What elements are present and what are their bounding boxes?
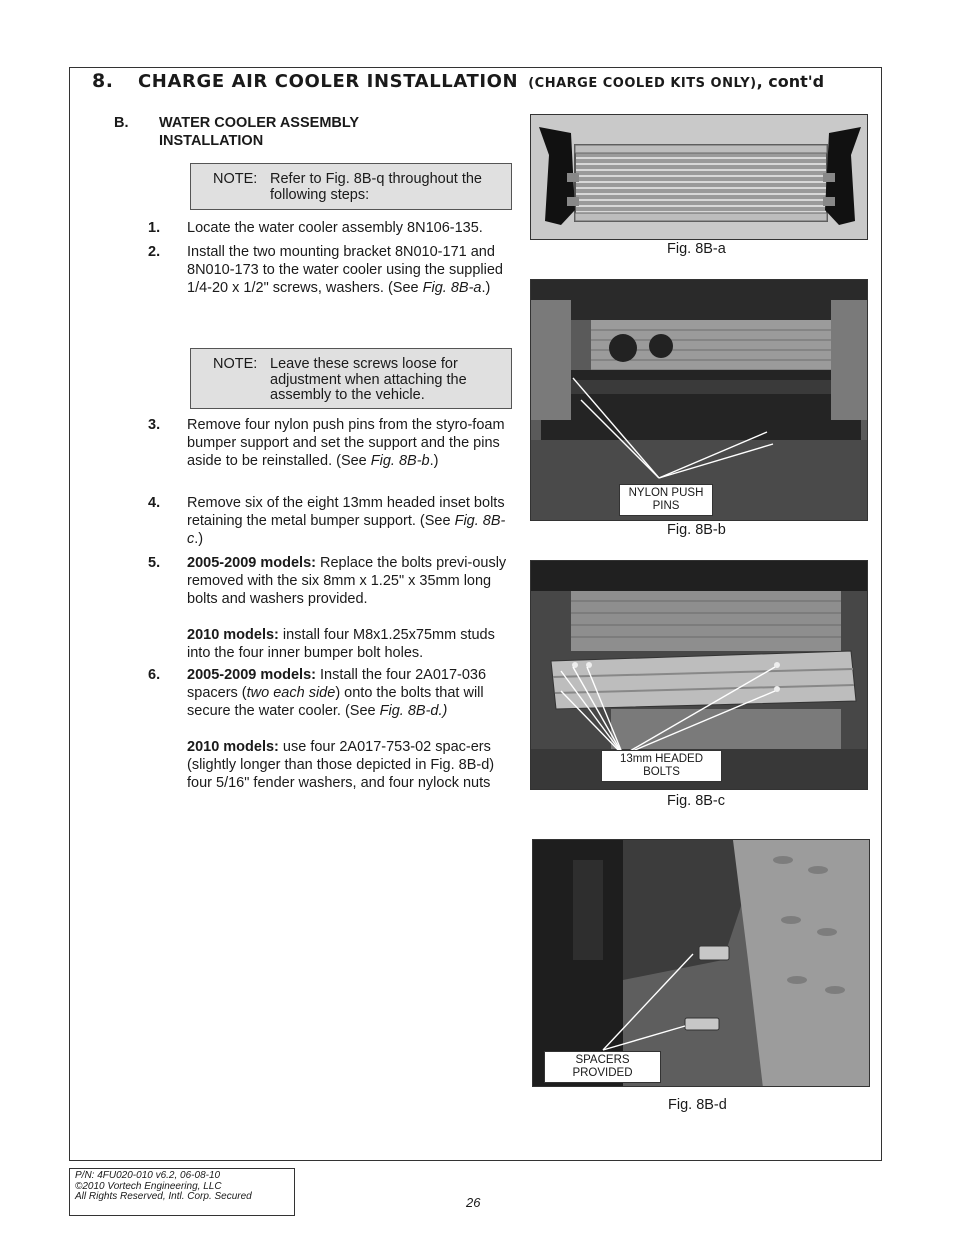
step-text: Install the two mounting bracket 8N010-171 and 8N010-173 to the water cooler using the supplied 1/4-20 x 1/2" screws, washers. (See Fig. 8B-a.) xyxy=(187,244,503,296)
figure-caption: Fig. 8B-d xyxy=(668,1097,727,1113)
note-text: Refer to Fig. 8B-q throughout the following steps: xyxy=(270,171,482,203)
model-label: 2010 models: xyxy=(187,627,279,643)
section-title: CHARGE AIR COOLER INSTALLATION xyxy=(138,71,519,92)
figure-8b-a-photo xyxy=(530,114,868,240)
step-1 xyxy=(148,219,510,237)
step-number: 5. xyxy=(148,555,161,571)
note-box xyxy=(190,348,512,409)
footer-info-box xyxy=(69,1168,295,1216)
continued-label: , cont'd xyxy=(756,72,825,91)
figure-caption: Fig. 8B-a xyxy=(667,241,726,257)
note-text: Leave these screws loose for adjustment when attaching the assembly to the vehicle. xyxy=(270,356,467,403)
callout-nylon-push-pins: NYLON PUSH PINS xyxy=(619,484,713,516)
page-number: 26 xyxy=(466,1195,481,1210)
section-qualifier: (CHARGE COOLED KITS ONLY) xyxy=(528,76,757,91)
model-label: 2005-2009 models: xyxy=(187,555,316,571)
figure-reference: Fig. 8B-b xyxy=(370,453,430,469)
step-text: Locate the water cooler assembly 8N106-135. xyxy=(187,220,483,236)
section-number: 8. xyxy=(92,70,114,92)
step-text: 2005-2009 models: Install the four 2A017-036 spacers (two each side) onto the bolts that will secure the water cooler. (See Fig. 8B-d.) 2010 models: use four 2A017-753-02 spac-ers (slightly longer than those depicted in Fig. 8B-d) four 5/16" fender washers, and four nylock nuts xyxy=(187,667,495,791)
step-number: 4. xyxy=(148,495,161,511)
copyright-line: ©2010 Vortech Engineering, LLC xyxy=(75,1180,222,1192)
step-text: 2005-2009 models: Replace the bolts previ-ously removed with the six 8mm x 1.25" x 35mm long bolts and washers provided. 2010 models: install four M8x1.25x75mm studs into the four inner bumper bolt holes. xyxy=(187,555,507,661)
figure-caption: Fig. 8B-c xyxy=(667,793,726,809)
step-number: 2. xyxy=(148,244,161,260)
note-label: NOTE: xyxy=(213,171,258,187)
part-number: P/N: 4FU020-010 v6.2, 06-08-10 xyxy=(75,1170,221,1181)
model-label: 2005-2009 models: xyxy=(187,667,316,683)
model-label: 2010 models: xyxy=(187,739,279,755)
rights-line: All Rights Reserved, Intl. Corp. Secured xyxy=(75,1191,252,1202)
note-box xyxy=(190,163,512,210)
step-5 xyxy=(148,554,510,662)
step-number: 3. xyxy=(148,417,161,433)
step-text: Remove four nylon push pins from the styro-foam bumper support and set the support and the pins aside to be reinstalled. (See Fig. 8B-b.) xyxy=(187,417,505,469)
subsection-letter: B. xyxy=(114,115,129,131)
figure-reference: Fig. 8B-c xyxy=(187,513,506,547)
callout-13mm-headed-bolts: 13mm HEADED BOLTS xyxy=(601,750,722,782)
step-3 xyxy=(148,416,510,470)
step-number: 1. xyxy=(148,220,161,236)
callout-spacers-provided: SPACERS PROVIDED xyxy=(544,1051,661,1083)
figure-caption: Fig. 8B-b xyxy=(667,522,726,538)
step-number: 6. xyxy=(148,667,161,683)
section-heading xyxy=(92,70,824,92)
note-label: NOTE: xyxy=(213,356,258,372)
figure-reference: Fig. 8B-a xyxy=(422,280,482,296)
step-text: Remove six of the eight 13mm headed inset bolts retaining the metal bumper support. (See Fig. 8B-c.) xyxy=(187,495,506,547)
subsection-title: WATER COOLER ASSEMBLY INSTALLATION xyxy=(159,115,359,149)
figure-8b-d-photo xyxy=(532,839,870,1087)
step-4 xyxy=(148,494,510,548)
figure-reference: Fig. 8B-d.) xyxy=(379,703,448,719)
step-2 xyxy=(148,243,510,297)
step-6 xyxy=(148,666,510,792)
